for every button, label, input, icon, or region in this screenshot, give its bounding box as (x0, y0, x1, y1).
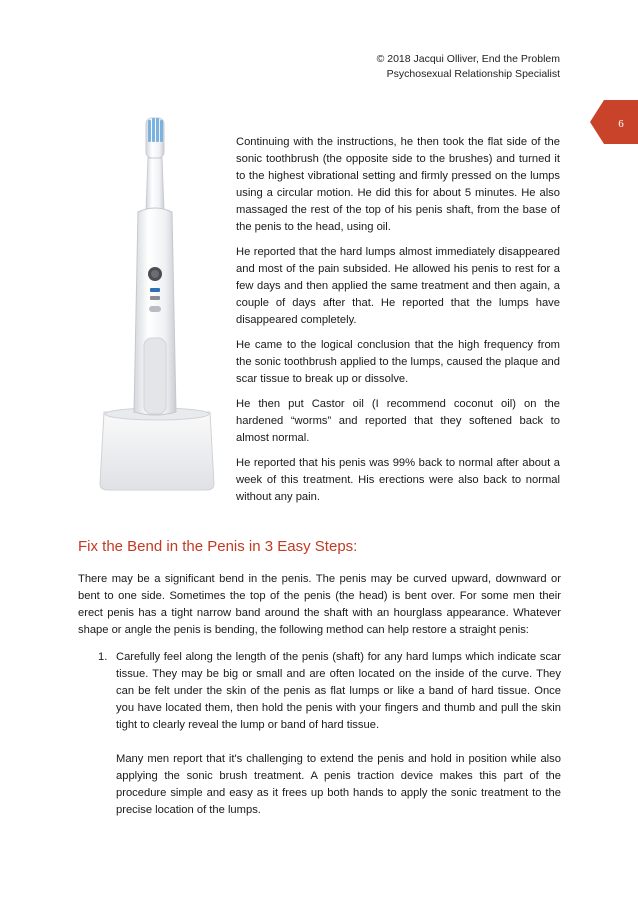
steps-list (78, 649, 561, 819)
copyright-line: © 2018 Jacqui Olliver, End the Problem (376, 53, 560, 65)
author-title-line: Psychosexual Relationship Specialist (386, 68, 560, 80)
paragraph: He then put Castor oil (I recommend coconut oil) on the hardened “worms” and reported that they softened back to almost normal. (236, 398, 560, 444)
toothbrush-icon (92, 112, 222, 497)
section-intro: There may be a significant bend in the penis. The penis may be curved upward, downward or bent to one side. Sometimes the top of the penis (the head) is bent over. For some men their erect penis has a tight narrow band around the shaft with an hourglass appearance. Whatever shape or angle the penis is bending, the following method can help restore a straight penis: (78, 573, 561, 636)
page-number-tab (590, 100, 638, 144)
paragraph: He reported that his penis was 99% back to normal after about a week of this treatment. His erections were also back to normal without any pain. (236, 457, 560, 503)
step-number: 1. (98, 651, 108, 663)
page-header (377, 52, 560, 82)
page-number: 6 (618, 118, 624, 130)
list-item (78, 649, 561, 819)
sonic-toothbrush-image (92, 112, 222, 497)
step-text: Carefully feel along the length of the penis (shaft) for any hard lumps which indicate scar tissue. They may be big or small and are often located on the inside of the curve. They can be felt under the skin of the penis as flat lumps or like a band of hard tissue. Once you have located them, then hold the penis with your fingers and thumb and pull the skin tight to clearly reveal the lump or band of hard tissue. (116, 651, 561, 731)
paragraph: Continuing with the instructions, he then took the flat side of the sonic toothbrush (the opposite side to the brushes) and turned it to the highest vibrational setting and firmly pressed on the lumps using a circular motion. He did this for about 5 minutes. He also massaged the rest of the top of his penis shaft, from the base of the penis to the head, using oil. (236, 136, 560, 233)
step-note: Many men report that it's challenging to extend the penis and hold in position while also applying the sonic brush treatment. A penis traction device makes this part of the procedure simple and easy as it frees up both hands to apply the sonic treatment to the precise location of the lumps. (116, 753, 561, 816)
testimonial-text (236, 134, 560, 514)
paragraph: He reported that the hard lumps almost immediately disappeared and most of the pain subsided. He allowed his penis to rest for a few days and then applied the same treatment and then again, a couple of days after that. He reported that the lumps have disappeared completely. (236, 246, 560, 326)
section-heading: Fix the Bend in the Penis in 3 Easy Steps: (78, 538, 358, 555)
paragraph: He came to the logical conclusion that the high frequency from the sonic toothbrush applied to the lumps, caused the plaque and scar tissue to break up or dissolve. (236, 339, 560, 385)
